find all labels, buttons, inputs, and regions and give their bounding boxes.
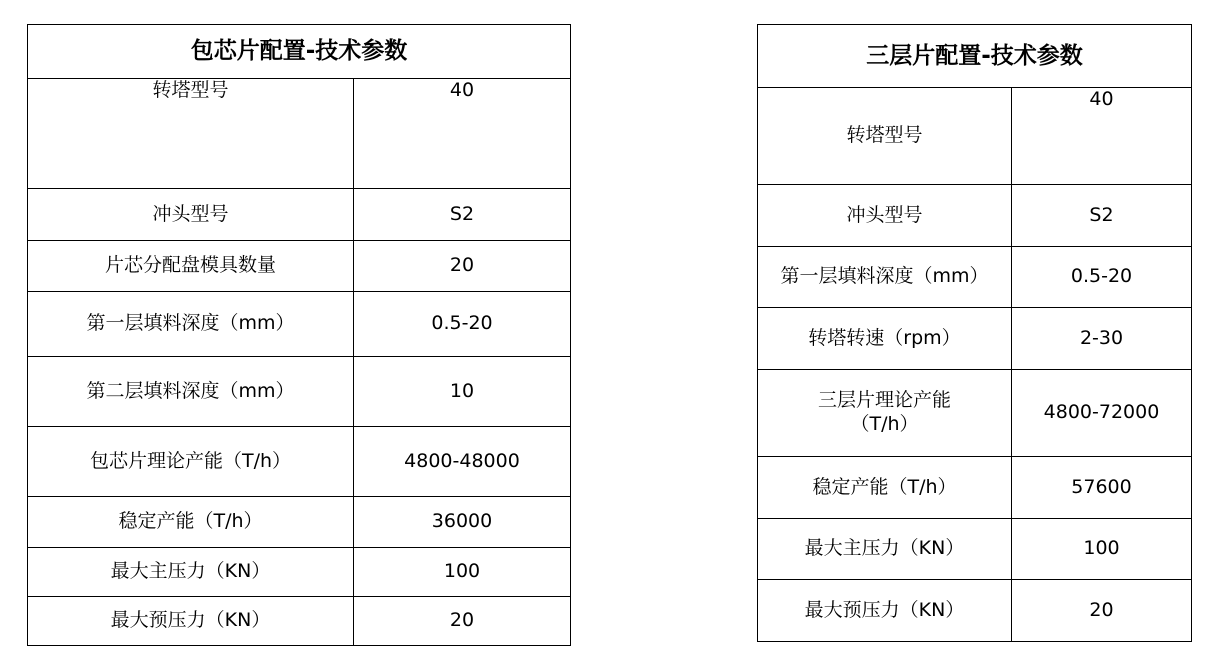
param-value: 100 (1012, 519, 1192, 580)
param-value: 40 (354, 79, 571, 189)
param-label: 转塔转速（rpm） (758, 308, 1012, 370)
param-value: 100 (354, 548, 571, 597)
param-label: 最大预压力（KN） (758, 580, 1012, 642)
param-label: 最大预压力（KN） (28, 597, 354, 646)
param-label: 包芯片理论产能（T/h） (28, 427, 354, 497)
table-row (28, 189, 571, 241)
table-row (758, 519, 1192, 580)
table-row (758, 580, 1192, 642)
param-value: 20 (354, 241, 571, 292)
param-value: 20 (1012, 580, 1192, 642)
table-row (28, 292, 571, 357)
param-label: 三层片理论产能（T/h） (758, 370, 1012, 457)
param-label: 第一层填料深度（mm） (28, 292, 354, 357)
param-value: 36000 (354, 497, 571, 548)
param-label: 最大主压力（KN） (758, 519, 1012, 580)
param-value: 0.5-20 (354, 292, 571, 357)
param-value: 20 (354, 597, 571, 646)
param-label: 稳定产能（T/h） (28, 497, 354, 548)
table-row (758, 185, 1192, 247)
param-label: 片芯分配盘模具数量 (28, 241, 354, 292)
table-row (28, 427, 571, 497)
three-layer-tablet-spec-table (757, 24, 1192, 642)
table-row (28, 79, 571, 189)
table-row (28, 597, 571, 646)
core-tablet-spec-table (27, 24, 571, 646)
table-row (28, 241, 571, 292)
param-label: 最大主压力（KN） (28, 548, 354, 597)
table-row (758, 457, 1192, 519)
table-row (758, 308, 1192, 370)
param-value: S2 (1012, 185, 1192, 247)
table-row (758, 247, 1192, 308)
table-header-row (758, 25, 1192, 88)
param-value: 57600 (1012, 457, 1192, 519)
param-label: 转塔型号 (758, 88, 1012, 185)
table-row (28, 548, 571, 597)
table-row (28, 357, 571, 427)
param-value: 10 (354, 357, 571, 427)
table-title: 三层片配置-技术参数 (758, 25, 1192, 88)
table-title: 包芯片配置-技术参数 (28, 25, 571, 79)
param-value: 4800-72000 (1012, 370, 1192, 457)
param-value: 4800-48000 (354, 427, 571, 497)
param-label: 冲头型号 (758, 185, 1012, 247)
table-row (28, 497, 571, 548)
table-row (758, 88, 1192, 185)
param-label: 转塔型号 (28, 79, 354, 189)
param-label: 第一层填料深度（mm） (758, 247, 1012, 308)
param-value: 2-30 (1012, 308, 1192, 370)
table-row (758, 370, 1192, 457)
param-value: 40 (1012, 88, 1192, 185)
param-label: 稳定产能（T/h） (758, 457, 1012, 519)
param-value: S2 (354, 189, 571, 241)
param-label: 冲头型号 (28, 189, 354, 241)
param-label: 第二层填料深度（mm） (28, 357, 354, 427)
table-header-row (28, 25, 571, 79)
param-value: 0.5-20 (1012, 247, 1192, 308)
